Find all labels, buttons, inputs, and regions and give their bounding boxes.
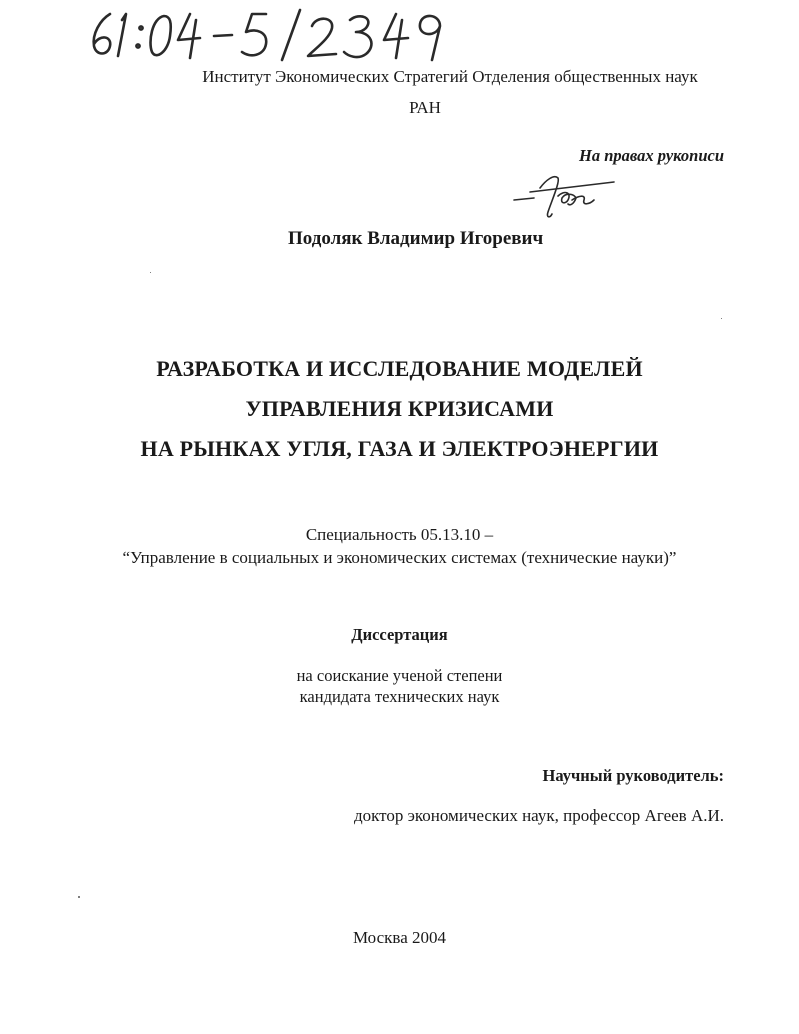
- institute-name: Институт Экономических Стратегий Отделения общественных наук: [202, 67, 698, 86]
- scan-speck: [721, 318, 722, 319]
- rights-note: На правах рукописи: [579, 146, 724, 165]
- dissertation-title-line-3: НА РЫНКАХ УГЛЯ, ГАЗА И ЭЛЕКТРОЭНЕРГИИ: [140, 436, 659, 461]
- author-name: Подоляк Владимир Игоревич: [288, 228, 544, 249]
- degree-line-1: на соискание ученой степени: [296, 666, 503, 685]
- specialty-code: Специальность 05.13.10 –: [305, 525, 494, 544]
- supervisor-name: доктор экономических наук, профессор Агеев А.И.: [353, 806, 724, 825]
- supervisor-label: Научный руководитель:: [542, 766, 724, 785]
- academy-name: РАН: [409, 98, 441, 117]
- dissertation-title-line-1: РАЗРАБОТКА И ИССЛЕДОВАНИЕ МОДЕЛЕЙ: [156, 356, 643, 381]
- signature-icon: [510, 170, 620, 222]
- specialty-name: “Управление в социальных и экономических системах (технические науки)”: [122, 548, 677, 567]
- archive-code-stamp-icon: [86, 6, 466, 62]
- work-type: Диссертация: [351, 625, 448, 644]
- scan-speck: [150, 272, 151, 273]
- archive-code-handwritten: [86, 6, 466, 62]
- city-year: Москва 2004: [352, 928, 447, 947]
- dissertation-title-line-2: УПРАВЛЕНИЯ КРИЗИСАМИ: [245, 396, 554, 421]
- signature: [510, 170, 620, 222]
- degree-line-2: кандидата технических наук: [299, 687, 500, 706]
- scan-speck: [78, 896, 80, 898]
